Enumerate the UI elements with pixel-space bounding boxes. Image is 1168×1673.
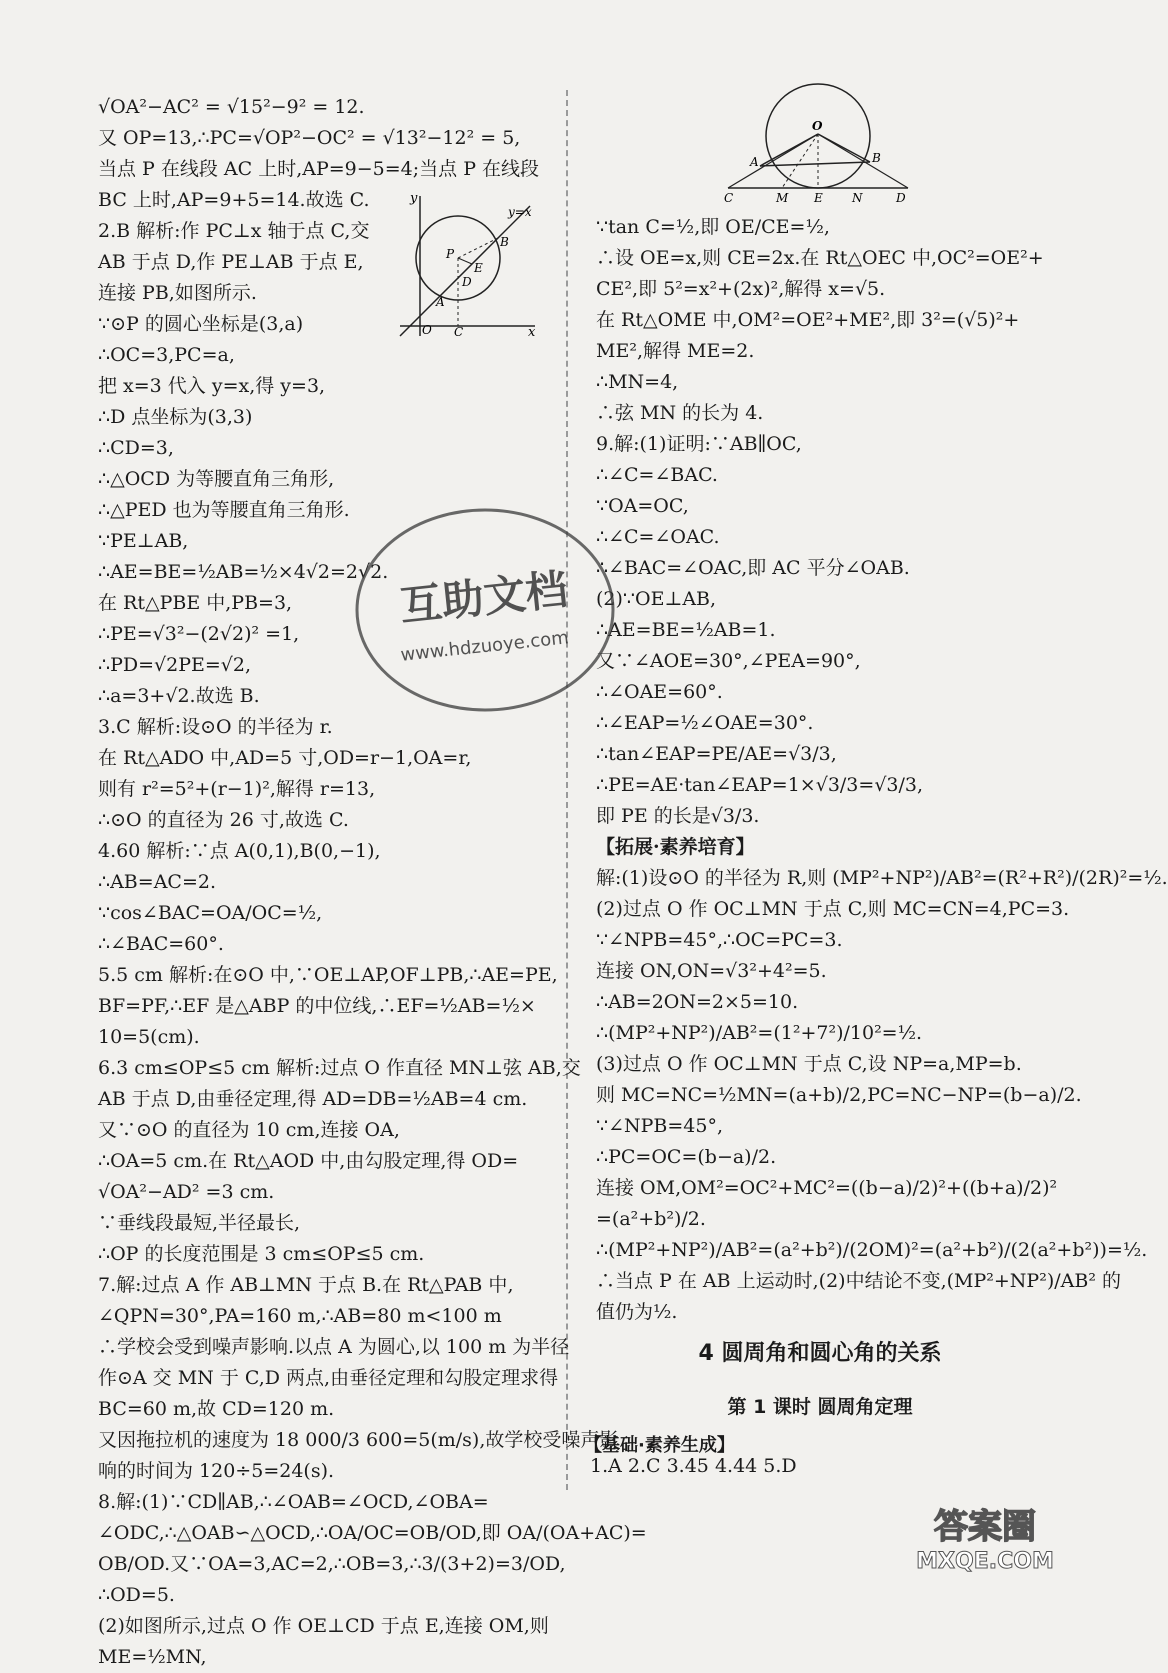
right-column (596, 212, 1168, 1328)
text-line: ∵∠NPB=45°,∴OC=PC=3. (596, 929, 843, 951)
corner-logo-url: MXQE.COM (916, 1549, 1054, 1574)
text-line: ∵cos∠BAC=OA/OC=½, (98, 902, 323, 924)
answer-4-line: 4.60 解析:∵点 A(0,1),B(0,−1), (98, 840, 381, 862)
text-line: ∴(MP²+NP²)/AB²=(a²+b²)/(2OM)²=(a²+b²)/(2(a²+b²))=½. (596, 1239, 1148, 1261)
fig2-label-e: E (814, 191, 823, 205)
text-line: AB 于点 D,由垂径定理,得 AD=DB=½AB=4 cm. (98, 1088, 528, 1110)
text-line: (2)如图所示,过点 O 作 OE⊥CD 于点 E,连接 OM,则 (98, 1615, 549, 1637)
text-line: ∴设 OE=x,则 CE=2x.在 Rt△OEC 中,OC²=OE²+ (596, 247, 1044, 269)
text-line: ∴CD=3, (98, 437, 174, 459)
text-line: 在 Rt△ADO 中,AD=5 寸,OD=r−1,OA=r, (98, 747, 472, 769)
text-line: ∵OA=OC, (596, 495, 689, 517)
fig1-label-p: P (446, 247, 455, 261)
text-line: ∠ODC,∴△OAB∽△OCD,∴OA/OC=OB/OD,即 OA/(OA+AC)= (98, 1522, 647, 1544)
text-line: ∴AB=2ON=2×5=10. (596, 991, 799, 1013)
answer-7-line: 7.解:过点 A 作 AB⊥MN 于点 B.在 Rt△PAB 中, (98, 1274, 514, 1296)
fig1-label-line: y=x (508, 205, 532, 219)
text-line: √OA²−AD² =3 cm. (98, 1181, 275, 1203)
text-line: ∴AE=BE=½AB=½×4√2=2√2. (98, 561, 389, 583)
fig1-label-e: E (474, 261, 483, 275)
text-line: ∵垂线段最短,半径最长, (98, 1212, 301, 1234)
text-line: ∴弦 MN 的长为 4. (596, 402, 764, 424)
text-line: 连接 ON,ON=√3²+4²=5. (596, 960, 827, 982)
fig2-label-a: A (750, 155, 759, 169)
answer-8-line: 8.解:(1)∵CD∥AB,∴∠OAB=∠OCD,∠OBA= (98, 1491, 489, 1513)
text-line: ∴∠BAC=60°. (98, 933, 224, 955)
text-line: ∴PD=√2PE=√2, (98, 654, 252, 676)
text-line: ∴MN=4, (596, 371, 679, 393)
text-line: ∠QPN=30°,PA=160 m,∴AB=80 m<100 m (98, 1305, 502, 1327)
text-line: ∴D 点坐标为(3,3) (98, 406, 253, 428)
text-line: √OA²−AC² = √15²−9² = 12. (98, 96, 365, 118)
text-line: ∴∠BAC=∠OAC,即 AC 平分∠OAB. (596, 557, 910, 579)
fig2-label-d: D (896, 191, 906, 205)
text-line: ∴学校会受到噪声影响.以点 A 为圆心,以 100 m 为半径 (98, 1336, 570, 1358)
text-line: ∴△OCD 为等腰直角三角形, (98, 468, 335, 490)
text-line: =(a²+b²)/2. (596, 1208, 706, 1230)
fig1-label-x: x (528, 325, 536, 340)
text-line: 连接 PB,如图所示. (98, 282, 257, 304)
fig2-label-o: O (812, 119, 823, 133)
text-line: ∴OP 的长度范围是 3 cm≤OP≤5 cm. (98, 1243, 425, 1265)
text-line: 在 Rt△OME 中,OM²=OE²+ME²,即 3²=(√5)²+ (596, 309, 1020, 331)
text-line: BF=PF,∴EF 是△ABP 的中位线,∴EF=½AB=½× (98, 995, 536, 1017)
text-line: ∴∠C=∠OAC. (596, 526, 720, 548)
text-line: ∵PE⊥AB, (98, 530, 189, 552)
text-line: ∴AB=AC=2. (98, 871, 216, 893)
text-line: ∴PC=OC=(b−a)/2. (596, 1146, 777, 1168)
text-line: ∴a=3+√2.故选 B. (98, 685, 260, 707)
text-line: (2)过点 O 作 OC⊥MN 于点 C,则 MC=CN=4,PC=3. (596, 898, 1070, 920)
text-line: ∴AE=BE=½AB=1. (596, 619, 776, 641)
column-divider (566, 90, 568, 1490)
fig1-label-a: A (436, 295, 445, 309)
text-line: (3)过点 O 作 OC⊥MN 于点 C,设 NP=a,MP=b. (596, 1053, 1022, 1075)
answer-6-line: 6.3 cm≤OP≤5 cm 解析:过点 O 作直径 MN⊥弦 AB,交 (98, 1057, 581, 1079)
watermark-url: www.hdzuoye.com (399, 627, 570, 666)
text-line: 又 OP=13,∴PC=√OP²−OC² = √13²−12² = 5, (98, 127, 521, 149)
text-line: 则 MC=NC=½MN=(a+b)/2,PC=NC−NP=(b−a)/2. (596, 1084, 1082, 1106)
watermark-text: 互助文档 (397, 564, 570, 631)
answer-3-line: 3.C 解析:设⊙O 的半径为 r. (98, 716, 333, 738)
fig2-label-m: M (776, 191, 789, 205)
fig1-label-c: C (454, 325, 464, 339)
text-line: AB 于点 D,作 PE⊥AB 于点 E, (98, 251, 364, 273)
fig1-label-o: O (422, 323, 432, 337)
section-title: 4 圆周角和圆心角的关系 (698, 1341, 942, 1366)
text-line: OB/OD.又∵OA=3,AC=2,∴OB=3,∴3/(3+2)=3/OD, (98, 1553, 566, 1575)
text-line: 又因拖拉机的速度为 18 000/3 600=5(m/s),故学校受噪声影 (98, 1429, 619, 1451)
text-line: ∴∠OAE=60°. (596, 681, 723, 703)
basic-answers: 1.A 2.C 3.45 4.44 5.D (590, 1455, 797, 1477)
lesson-title: 第 1 课时 圆周角定理 (727, 1396, 913, 1418)
text-line: ∵⊙P 的圆心坐标是(3,a) (98, 313, 304, 335)
text-line: 又∵∠AOE=30°,∠PEA=90°, (596, 650, 861, 672)
corner-logo-text: 答案圈 (934, 1507, 1036, 1547)
text-line: BC 上时,AP=9+5=14.故选 C. (98, 189, 370, 211)
extension-header: 【拓展·素养培育】 (596, 836, 755, 858)
text-line: 则有 r²=5²+(r−1)²,解得 r=13, (98, 778, 376, 800)
circle-p-figure (380, 188, 540, 338)
corner-logo (900, 1500, 1070, 1574)
text-line: ∴PE=√3²−(2√2)² =1, (98, 623, 300, 645)
text-line: ME=½MN, (98, 1646, 207, 1668)
text-line: ∴△PED 也为等腰直角三角形. (98, 499, 350, 521)
text-line: 当点 P 在线段 AC 上时,AP=9−5=4;当点 P 在线段 (98, 158, 540, 180)
text-line: ∴当点 P 在 AB 上运动时,(2)中结论不变,(MP²+NP²)/AB² 的 (596, 1270, 1121, 1292)
text-line: ∴∠C=∠BAC. (596, 464, 718, 486)
text-line: 作⊙A 交 MN 于 C,D 两点,由垂径定理和勾股定理求得 (98, 1367, 559, 1389)
text-line: 10=5(cm). (98, 1026, 200, 1048)
text-line: ∴OC=3,PC=a, (98, 344, 235, 366)
text-line: ∴OD=5. (98, 1584, 175, 1606)
answer-5-line: 5.5 cm 解析:在⊙O 中,∵OE⊥AP,OF⊥PB,∴AE=PE, (98, 964, 558, 986)
text-line: ∴∠EAP=½∠OAE=30°. (596, 712, 814, 734)
text-line: 即 PE 的长是√3/3. (596, 805, 760, 827)
text-line: 响的时间为 120÷5=24(s). (98, 1460, 335, 1482)
fig1-label-y: y (410, 191, 418, 206)
text-line: BC=60 m,故 CD=120 m. (98, 1398, 335, 1420)
text-line: 在 Rt△PBE 中,PB=3, (98, 592, 293, 614)
text-line: 值仍为½. (596, 1301, 678, 1323)
fig1-label-b: B (500, 235, 509, 249)
text-line: 把 x=3 代入 y=x,得 y=3, (98, 375, 326, 397)
basic-header: 【基础·素养生成】 (584, 1435, 735, 1456)
watermark-stamp (350, 500, 620, 720)
text-line: ∴⊙O 的直径为 26 寸,故选 C. (98, 809, 349, 831)
text-line: 又∵⊙O 的直径为 10 cm,连接 OA, (98, 1119, 400, 1141)
text-line: 解:(1)设⊙O 的半径为 R,则 (MP²+NP²)/AB²=(R²+R²)/(2R)²=½. (596, 867, 1168, 889)
text-line: ME²,解得 ME=2. (596, 340, 755, 362)
text-line: (2)∵OE⊥AB, (596, 588, 717, 610)
fig1-label-d: D (462, 275, 472, 289)
text-line: 连接 OM,OM²=OC²+MC²=((b−a)/2)²+((b+a)/2)² (596, 1177, 1058, 1199)
text-line: ∵∠NPB=45°, (596, 1115, 724, 1137)
text-line: ∴(MP²+NP²)/AB²=(1²+7²)/10²=½. (596, 1022, 923, 1044)
fig2-label-b: B (872, 151, 881, 165)
text-line: CE²,即 5²=x²+(2x)²,解得 x=√5. (596, 278, 886, 300)
text-line: ∴OA=5 cm.在 Rt△AOD 中,由勾股定理,得 OD= (98, 1150, 519, 1172)
text-line: ∵tan C=½,即 OE/CE=½, (596, 216, 830, 238)
answer-9-line: 9.解:(1)证明:∵AB∥OC, (596, 433, 802, 455)
answer-2-line: 2.B 解析:作 PC⊥x 轴于点 C,交 (98, 220, 370, 242)
fig2-label-n: N (852, 191, 863, 205)
text-line: ∴tan∠EAP=PE/AE=√3/3, (596, 743, 837, 765)
fig2-label-c: C (724, 191, 734, 205)
text-line: ∴PE=AE·tan∠EAP=1×√3/3=√3/3, (596, 774, 924, 796)
circle-o-figure (720, 86, 920, 206)
